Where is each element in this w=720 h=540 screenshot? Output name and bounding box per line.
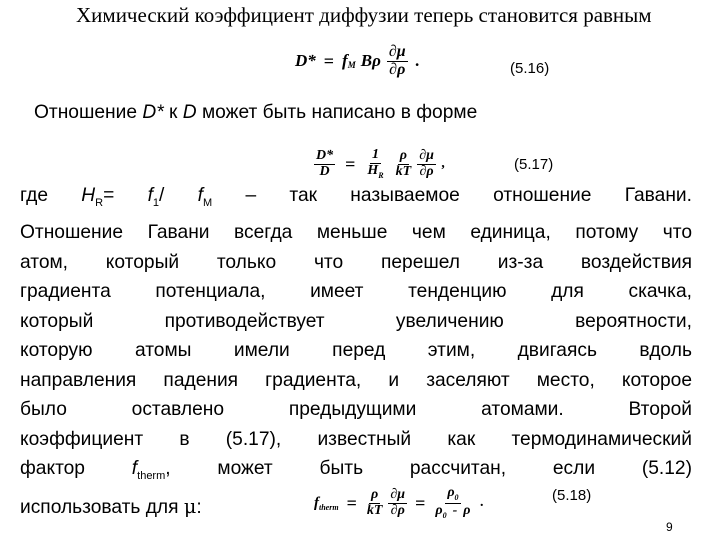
- eq516-equals: =: [323, 50, 335, 71]
- eq516-fraction: [387, 44, 408, 79]
- para-l1-c: /: [159, 185, 198, 206]
- intro-text-2: к: [163, 102, 183, 123]
- para-l10-b: , может быть рассчитан, если (5.12): [165, 458, 692, 480]
- para-line-3: атом, который только что перешел из-за воздействия: [20, 251, 692, 273]
- eq518-n3: ρ: [447, 485, 455, 501]
- equation-5-16: [295, 38, 420, 84]
- eq518-frac-rho0: [433, 486, 472, 519]
- eq516-b-rho: Bρ: [360, 51, 381, 70]
- para-l1-b: =: [103, 185, 148, 206]
- eq516-numerator: ∂μ: [388, 42, 406, 60]
- para-line-2: Отношение Гавани всегда меньше чем единица, потому что: [20, 222, 692, 244]
- eq517-frac-dmu-drho: [417, 149, 436, 179]
- para-line-8: было оставлено предыдущими атомами. Второй: [20, 399, 692, 421]
- para-line-6: которую атомы имели перед этим, двигаясь вдоль: [20, 340, 692, 362]
- eq518-label: (5.18): [552, 487, 592, 504]
- para-l1-h: H: [81, 185, 96, 206]
- para-l11-a: использовать для: [20, 496, 184, 518]
- eq517-frac-rho-kt: [394, 149, 414, 179]
- para-l1-f1: f: [147, 185, 153, 206]
- eq518-n3-wrap: [445, 486, 460, 503]
- eq517-n4: ∂μ: [419, 147, 434, 163]
- eq517-d2: H: [367, 162, 379, 178]
- eq516-f: f: [342, 51, 348, 70]
- eq516-period: .: [415, 51, 420, 70]
- para-l10-fsub: therm: [137, 470, 166, 483]
- eq516-lhs: D*: [295, 51, 316, 70]
- intro-var-d: D: [182, 102, 197, 123]
- page-number: 9: [666, 520, 673, 534]
- eq517-d3: kT: [395, 163, 412, 179]
- para-l1-fm: f: [197, 185, 203, 206]
- eq518-f: f: [314, 494, 319, 511]
- eq517-d1: D: [319, 163, 330, 179]
- eq518-frac-dmu-drho: [388, 488, 407, 518]
- eq518-d3-minus: -: [452, 502, 458, 518]
- para-l11-mu: μ: [183, 494, 197, 518]
- eq518-period: .: [480, 495, 484, 510]
- eq517-d2-wrap: [365, 164, 385, 180]
- eq518-d3a-sub: 0: [442, 510, 447, 520]
- equation-5-18: [314, 477, 484, 529]
- page-title: Химический коэффициент диффузии теперь становится равным: [76, 3, 652, 27]
- eq517-label: (5.17): [514, 156, 554, 173]
- eq518-equals-1: =: [346, 492, 357, 513]
- eq517-d4: ∂ρ: [419, 163, 434, 179]
- para-l1-fmsub: M: [203, 196, 213, 209]
- eq517-equals: =: [345, 153, 356, 174]
- para-l11-b: :: [196, 496, 202, 518]
- para-l10-f: f: [131, 458, 138, 480]
- eq518-equals-2: =: [415, 492, 426, 513]
- eq518-n3-sub: 0: [454, 493, 459, 503]
- eq517-d2-sub: R: [378, 170, 384, 180]
- para-line-1: [20, 181, 692, 218]
- eq517-frac-dstar-d: [314, 149, 335, 179]
- eq517-frac-1-hr: [365, 148, 385, 180]
- para-line-4: градиента потенциала, имеет тенденцию для скачка,: [20, 281, 692, 303]
- para-l1-a: где: [20, 185, 82, 206]
- para-line-5: который противодействует увеличению вероятности,: [20, 310, 692, 332]
- eq518-d3-wrap: [433, 504, 472, 520]
- eq516-f-sub: M: [347, 60, 356, 70]
- eq518-d1: kT: [366, 502, 383, 518]
- intro-text-1: Отношение: [34, 102, 143, 123]
- intro-sentence: [34, 102, 477, 124]
- intro-var-dstar: D*: [142, 102, 164, 123]
- para-l10-a: фактор: [20, 458, 132, 480]
- eq517-n3: ρ: [399, 147, 408, 163]
- eq518-frac-rho-kt: [365, 488, 385, 518]
- eq517-n2: 1: [372, 147, 379, 163]
- eq516-label: (5.16): [510, 60, 550, 77]
- para-l1-hsub: R: [95, 196, 104, 209]
- para-line-9: коэффициент в (5.17), известный как термодинамический: [20, 428, 692, 450]
- para-l1-d: – так называемое отношение Гавани.: [212, 185, 692, 206]
- eq518-d3b: ρ: [463, 502, 471, 518]
- eq518-d3a: ρ: [435, 502, 443, 518]
- eq518-d2: ∂ρ: [390, 502, 405, 518]
- eq516-denominator: ∂ρ: [389, 60, 406, 78]
- para-l1-f1sub: 1: [152, 196, 160, 209]
- eq517-n1: D*: [316, 147, 334, 163]
- intro-text-3: может быть написано в форме: [196, 102, 478, 123]
- eq517-comma: ,: [441, 156, 446, 171]
- eq518-n2: ∂μ: [390, 486, 406, 502]
- eq518-n1: ρ: [371, 486, 379, 502]
- para-line-7: направления падения градиента, и заселяют место, которое: [20, 369, 692, 391]
- eq518-f-sub: therm: [319, 502, 339, 512]
- body-paragraph: [20, 181, 692, 522]
